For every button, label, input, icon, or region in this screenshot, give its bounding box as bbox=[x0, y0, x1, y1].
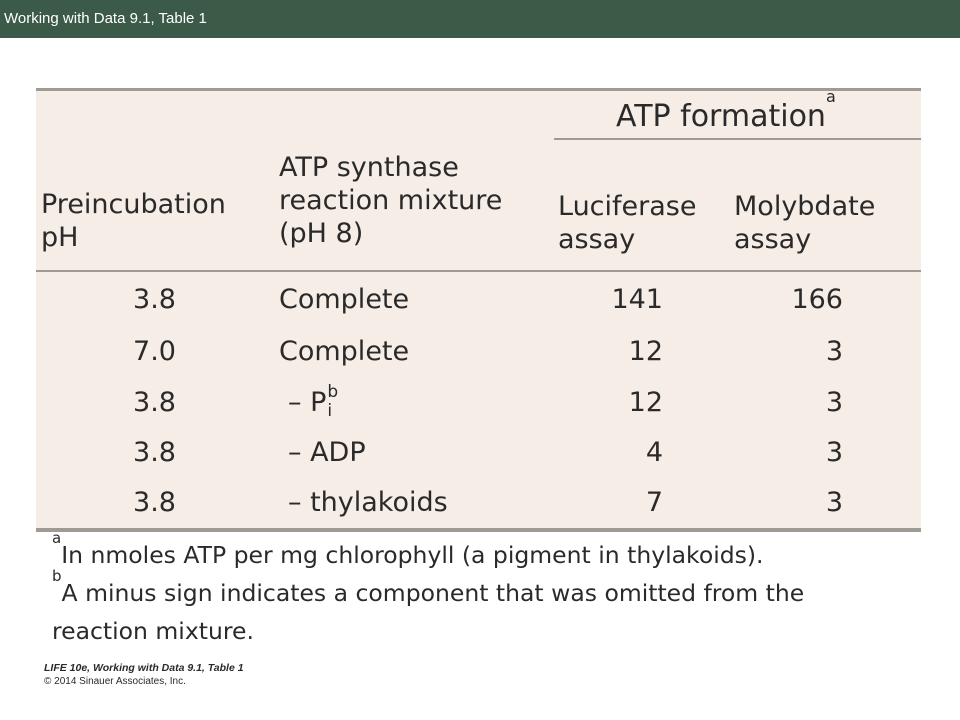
slide-title: Working with Data 9.1, Table 1 bbox=[4, 10, 207, 27]
table-top-rule bbox=[36, 88, 921, 91]
row1-mixture: Complete bbox=[279, 284, 410, 315]
footnote-b-continuation: reaction mixture. bbox=[52, 617, 254, 645]
row3-molybdate: 3 bbox=[825, 387, 843, 418]
mixture-header: ATP synthase reaction mixture (pH 8) bbox=[279, 152, 503, 249]
row1-molybdate: 166 bbox=[791, 284, 843, 315]
footnote-a: $^a$In nmoles ATP per mg chlorophyll (a pigment in thylakoids). bbox=[52, 529, 764, 569]
atp-formation-header: ATP formation$^a$ bbox=[616, 87, 836, 134]
row3-ph: 3.8 bbox=[133, 387, 176, 418]
table-bottom-rule bbox=[36, 528, 921, 532]
credit-source: LIFE 10e, Working with Data 9.1, Table 1 bbox=[44, 662, 244, 674]
preincubation-header: Preincubation pH bbox=[41, 189, 226, 253]
footnote-b-marker: b bbox=[327, 382, 339, 402]
credit bbox=[44, 662, 244, 688]
row5-mixture: – thylakoids bbox=[288, 487, 448, 518]
row4-luciferase: 4 bbox=[645, 437, 663, 468]
row5-luciferase: 7 bbox=[645, 487, 663, 518]
row2-luciferase: 12 bbox=[628, 336, 663, 367]
molybdate-header: Molybdate assay bbox=[734, 191, 876, 255]
row3-luciferase: 12 bbox=[628, 387, 663, 418]
row2-ph: 7.0 bbox=[133, 336, 176, 367]
row5-molybdate: 3 bbox=[825, 487, 843, 518]
row4-ph: 3.8 bbox=[133, 437, 176, 468]
footnote-b: $^b$A minus sign indicates a component that was omitted from the bbox=[52, 567, 805, 607]
row4-mixture: – ADP bbox=[288, 437, 366, 468]
header-bottom-rule bbox=[36, 270, 921, 272]
data-table bbox=[36, 88, 921, 532]
row2-molybdate: 3 bbox=[825, 336, 843, 367]
title-bar bbox=[0, 0, 960, 38]
credit-copyright: © 2014 Sinauer Associates, Inc. bbox=[44, 676, 186, 687]
footnote-a-marker: a bbox=[825, 87, 836, 106]
row4-molybdate: 3 bbox=[825, 437, 843, 468]
subscript-i: i bbox=[327, 401, 333, 421]
row2-mixture: Complete bbox=[279, 336, 410, 367]
row1-luciferase: 141 bbox=[611, 284, 663, 315]
row5-ph: 3.8 bbox=[133, 487, 176, 518]
group-header-rule bbox=[554, 138, 921, 140]
row1-ph: 3.8 bbox=[133, 284, 176, 315]
luciferase-header: Luciferase assay bbox=[558, 191, 697, 255]
row3-mixture: – P b i bbox=[288, 382, 339, 421]
